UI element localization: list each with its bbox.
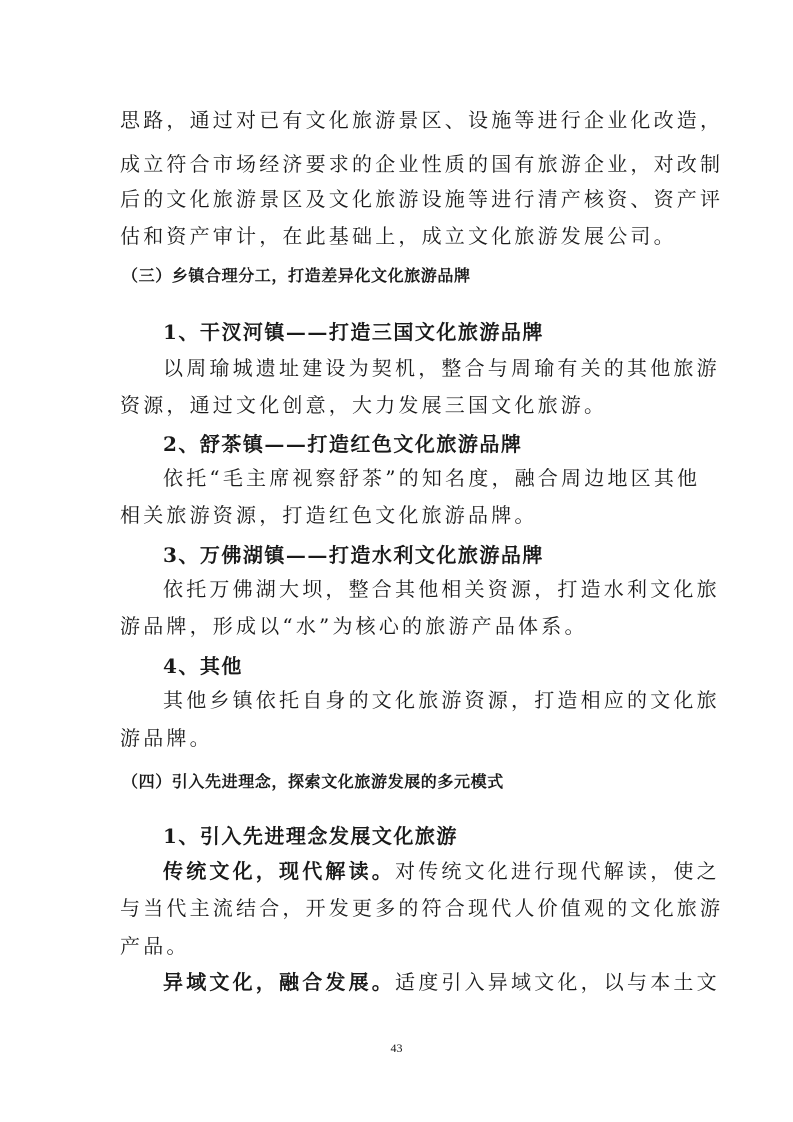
subheading-item-4: 4、其他 [163, 654, 243, 678]
subheading-item-1: 1、干汊河镇——打造三国文化旅游品牌 [163, 320, 544, 344]
body-text-line: 产品。 [120, 934, 190, 958]
page-number: 43 [390, 1041, 403, 1055]
body-text-line [163, 855, 720, 884]
subheading-item-3: 3、万佛湖镇——打造水利文化旅游品牌 [163, 543, 544, 567]
body-text-line: 以周瑜城遗址建设为契机，整合与周瑜有关的其他旅游 [163, 356, 720, 380]
body-text-line: 相关旅游资源，打造红色文化旅游品牌。 [120, 503, 538, 527]
body-text-fragment: 适度引入异域文化，以与本土文 [395, 970, 720, 994]
section-heading-3: （三）乡镇合理分工，打造差异化文化旅游品牌 [122, 266, 471, 285]
body-text-line: 成立符合市场经济要求的企业性质的国有旅游企业，对改制 [120, 152, 724, 176]
bold-lead-phrase: 传统文化，现代解读。 [163, 859, 395, 883]
body-text-line: 依托“毛主席视察舒茶”的知名度，融合周边地区其他 [163, 466, 701, 490]
subheading-section4-item-1: 1、引入先进理念发展文化旅游 [163, 824, 458, 848]
subheading-item-2: 2、舒茶镇——打造红色文化旅游品牌 [163, 432, 523, 456]
body-text-line: 资源，通过文化创意，大力发展三国文化旅游。 [120, 393, 608, 417]
body-text-fragment: 对传统文化进行现代解读，使之 [395, 859, 720, 883]
body-text-line: 思路，通过对已有文化旅游景区、设施等进行企业化改造， [120, 108, 724, 132]
body-text-line: 后的文化旅游景区及文化旅游设施等进行清产核资、资产评 [120, 187, 724, 211]
body-text-line: 依托万佛湖大坝，整合其他相关资源，打造水利文化旅 [163, 577, 720, 601]
body-text-line: 游品牌，形成以“水”为核心的旅游产品体系。 [120, 614, 588, 638]
body-text-line: 其他乡镇依托自身的文化旅游资源，打造相应的文化旅 [163, 688, 720, 712]
body-text-line: 游品牌。 [120, 726, 213, 750]
body-text-line: 估和资产审计，在此基础上，成立文化旅游发展公司。 [120, 224, 677, 248]
section-heading-4: （四）引入先进理念，探索文化旅游发展的多元模式 [122, 772, 504, 791]
body-text-line: 与当代主流结合，开发更多的符合现代人价值观的文化旅游 [120, 896, 724, 920]
bold-lead-phrase: 异域文化，融合发展。 [163, 970, 395, 994]
body-text-line [163, 966, 720, 995]
